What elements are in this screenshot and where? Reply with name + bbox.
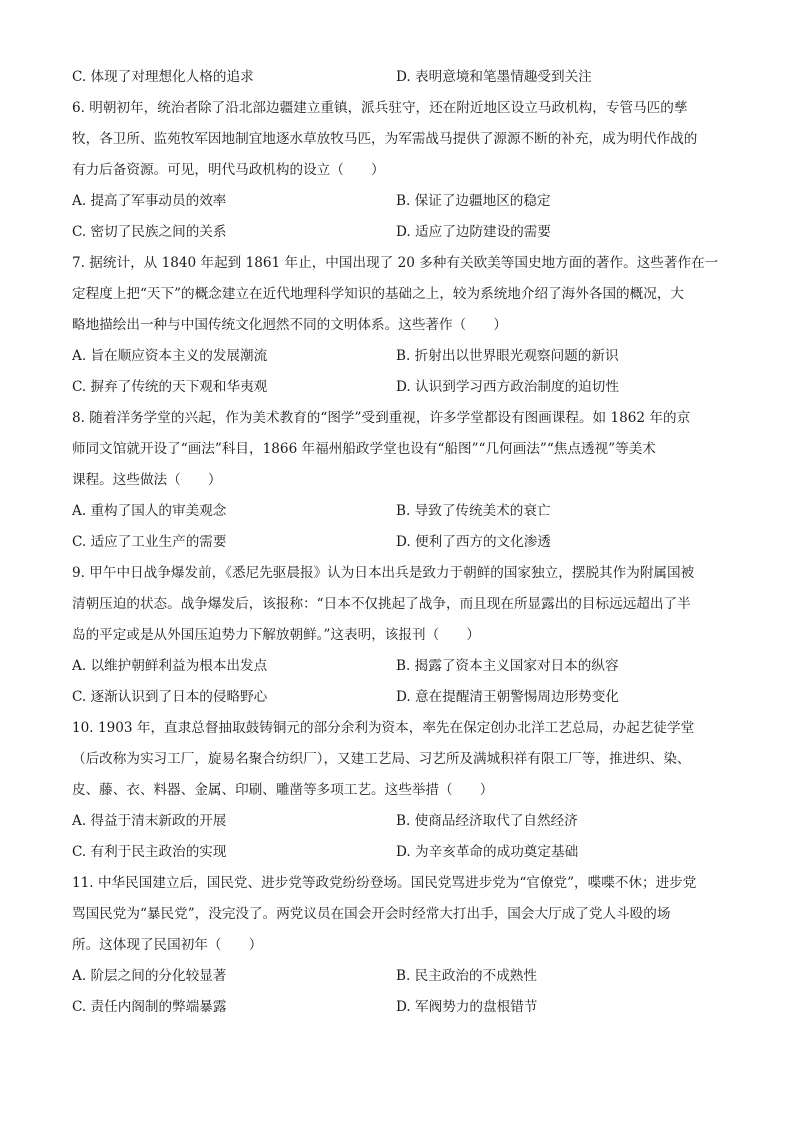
question-11 [72,868,722,1023]
question-stem-line: 6. 明朝初年，统治者除了沿北部边疆建立重镇，派兵驻守，还在附近地区设立马政机构，专管马匹的孳 [72,100,688,116]
option-b: B. 导致了传统美术的衰亡 [396,503,551,519]
question-stem-line: 师同文馆就开设了“画法”科目，1866 年福州船政学堂也设有“船图”“几何画法”“焦点透视”等美术 [72,441,656,457]
question-8 [72,403,722,558]
option-b: B. 揭露了资本主义国家对日本的纵容 [396,658,619,674]
option-b: B. 使商品经济取代了自然经济 [396,813,578,829]
exam-page [72,62,722,1023]
options-row [72,372,722,403]
option-c: C. 责任内阁制的弊端暴露 [72,999,227,1015]
options-row [72,992,722,1023]
question-7 [72,248,722,403]
question-stem-line: 牧，各卫所、监苑牧军因地制宜地逐水草放牧马匹，为军需战马提供了源源不断的补充，成为明代作战的 [72,131,698,147]
question-5-options-row-2 [72,62,722,93]
options-row [72,682,722,713]
options-row [72,496,722,527]
option-c: C. 有利于民主政治的实现 [72,844,227,860]
option-c: C. 摒弃了传统的天下观和华夷观 [72,379,268,395]
option-b: B. 保证了边疆地区的稳定 [396,193,551,209]
option-c: C. 适应了工业生产的需要 [72,534,227,550]
question-stem-line: 定程度上把“天下”的概念建立在近代地理科学知识的基础之上，较为系统地介绍了海外各国的概况，大 [72,286,685,302]
question-stem-line: 7. 据统计，从 1840 年起到 1861 年止，中国出现了 20 多种有关欧美等国史地方面的著作。这些著作在一 [72,255,719,271]
question-stem-line: 所。这体现了民国初年（ ） [72,937,263,953]
option-a: A. 提高了军事动员的效率 [72,193,227,209]
options-row [72,527,722,558]
question-stem-line: 8. 随着洋务学堂的兴起，作为美术教育的“图学”受到重视，许多学堂都设有图画课程。如 1862 年的京 [72,410,691,426]
question-10 [72,713,722,868]
options-row [72,341,722,372]
option-a: A. 得益于清末新政的开展 [72,813,227,829]
options-row [72,651,722,682]
option-d: D. 为辛亥革命的成功奠定基础 [396,844,579,860]
option-b: B. 民主政治的不成熟性 [396,968,537,984]
option-c: C. 密切了民族之间的关系 [72,224,227,240]
question-stem-line: 略地描绘出一种与中国传统文化迥然不同的文明体系。这些著作（ ） [72,317,507,333]
question-9 [72,558,722,713]
option-d: D. 便利了西方的文化渗透 [396,534,551,550]
question-stem-line: 清朝压迫的状态。战争爆发后，该报称：“日本不仅挑起了战争，而且现在所显露出的目标远远超出了半 [72,596,691,612]
options-row [72,961,722,992]
option-b: B. 折射出以世界眼光观察问题的新识 [396,348,619,364]
option-d: D. 意在提醒清王朝警惕周边形势变化 [396,689,619,705]
option-d: D. 表明意境和笔墨情趣受到关注 [396,69,592,85]
question-6 [72,93,722,248]
question-stem-line: 9. 甲午中日战争爆发前，《悉尼先驱晨报》认为日本出兵是致力于朝鲜的国家独立，摆脱其作为附属国被 [72,565,695,581]
option-a: A. 重构了国人的审美观念 [72,503,227,519]
options-row [72,186,722,217]
question-stem-line: 骂国民党为“暴民党”，没完没了。两党议员在国会开会时经常大打出手，国会大厅成了党人斗殴的场 [72,906,671,922]
option-c: C. 逐渐认识到了日本的侵略野心 [72,689,268,705]
option-a: A. 阶层之间的分化较显著 [72,968,227,984]
option-c: C. 体现了对理想化人格的追求 [72,69,254,85]
options-row [72,837,722,868]
question-stem-line: 皮、藤、衣、料器、金属、印刷、雕凿等多项工艺。这些举措（ ） [72,782,494,798]
question-stem-line: （后改称为实习工厂，旋易名聚合纺织厂），又建工艺局、习艺所及满城积祥有限工厂等，推进织、染、 [72,751,691,767]
question-stem-line: 11. 中华民国建立后，国民党、进步党等政党纷纷登场。国民党骂进步党为“官僚党”，喋喋不休；进步党 [72,875,697,891]
option-d: D. 适应了边防建设的需要 [396,224,551,240]
question-stem-line: 有力后备资源。可见，明代马政机构的设立（ ） [72,162,385,178]
question-stem-line: 课程。这些做法（ ） [72,472,222,488]
question-stem-line: 10. 1903 年，直隶总督抽取鼓铸铜元的部分余利为资本，率先在保定创办北洋工艺总局，办起艺徒学堂 [72,720,695,736]
question-stem-line: 岛的平定或是从外国压迫势力下解放朝鲜。”这表明，该报刊（ ） [72,627,480,643]
option-a: A. 以维护朝鲜利益为根本出发点 [72,658,268,674]
option-d: D. 军阀势力的盘根错节 [396,999,538,1015]
options-row [72,806,722,837]
option-d: D. 认识到学习西方政治制度的迫切性 [396,379,619,395]
option-a: A. 旨在顺应资本主义的发展潮流 [72,348,268,364]
options-row [72,217,722,248]
